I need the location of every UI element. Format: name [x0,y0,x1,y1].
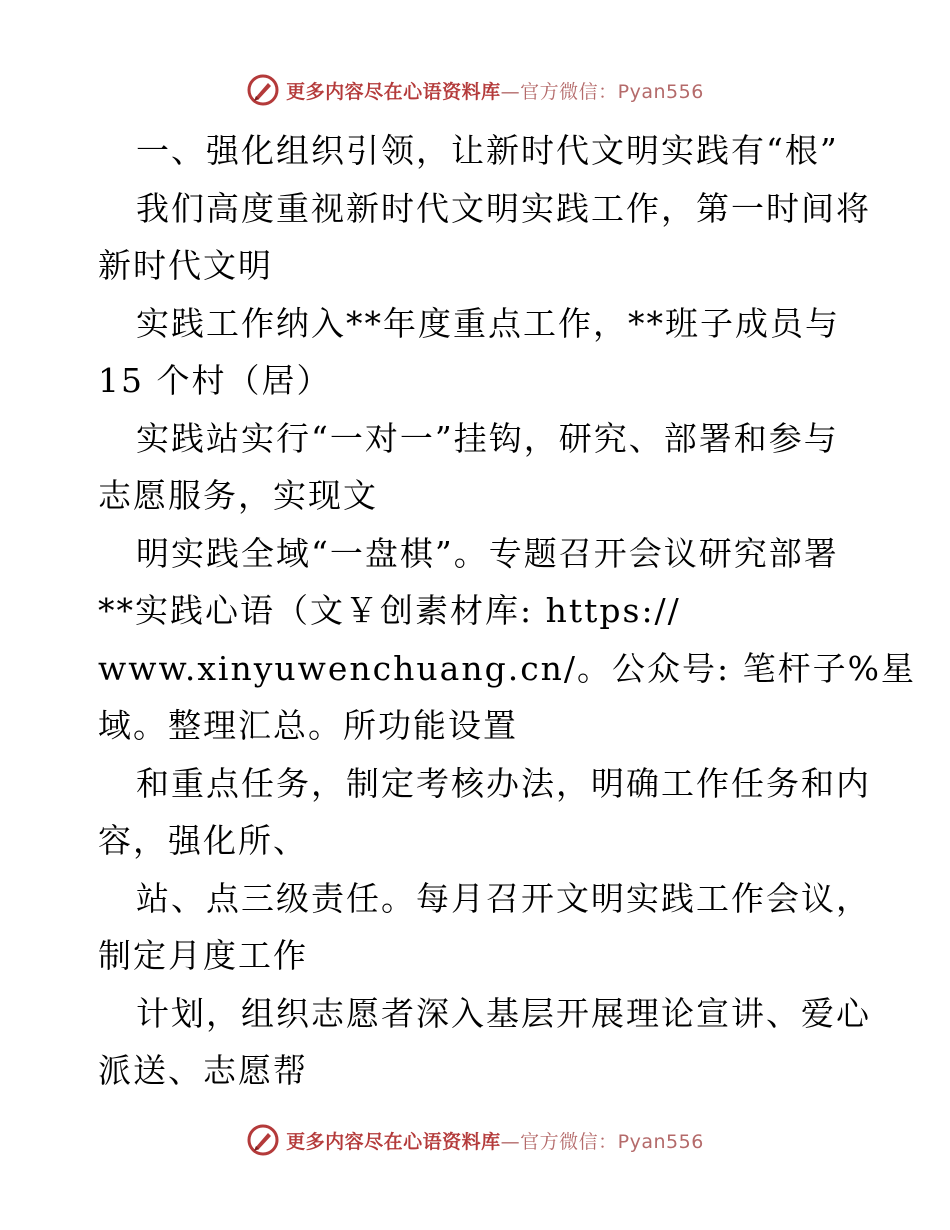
text-line: 一、强化组织引领，让新时代文明实践有“根” [136,131,839,170]
text-line: 站、点三级责任。每月召开文明实践工作会议， [136,878,871,918]
text-line: 实践站实行“一对一”挂钩，研究、部署和参与 [136,418,839,458]
text-line: 计划，组织志愿者深入基层开展理论宣讲、爱心 [136,993,871,1033]
footer-banner [0,1120,950,1160]
pen-circle-logo-icon [246,1123,280,1157]
header-banner-text [286,77,704,104]
footer-contact: 官方微信：Pyan556 [520,1130,704,1153]
text-line: 新时代文明 [98,246,273,285]
text-line: 志愿服务，实现文 [98,476,378,515]
text-line: 明实践全域“一盘棋”。专题召开会议研究部署 [136,533,839,573]
text-line: 派送、志愿帮 [98,1051,308,1090]
text-line: 容，强化所、 [98,821,308,860]
footer-banner-text [286,1127,704,1154]
text-line: 制定月度工作 [98,936,308,975]
text-line: 和重点任务，制定考核办法，明确工作任务和内 [136,763,871,803]
document-body [98,122,917,1100]
text-line: 15 个村（居） [98,361,332,400]
text-line: **实践心语（文￥创素材库: https:// [98,591,681,630]
header-dash: — [500,80,521,103]
header-banner [0,70,950,110]
header-contact: 官方微信：Pyan556 [520,80,704,103]
pen-circle-logo-icon [246,73,280,107]
text-line: 我们高度重视新时代文明实践工作，第一时间将 [136,188,871,228]
footer-brand: 更多内容尽在心语资料库 [286,1130,501,1153]
text-line: 实践工作纳入**年度重点工作，**班子成员与 [136,303,840,343]
footer-dash: — [500,1130,521,1153]
text-line: 域。整理汇总。所功能设置 [98,706,518,745]
header-brand: 更多内容尽在心语资料库 [286,80,501,103]
text-line: www.xinyuwenchuang.cn/。公众号: 笔杆子%星 [98,648,917,688]
